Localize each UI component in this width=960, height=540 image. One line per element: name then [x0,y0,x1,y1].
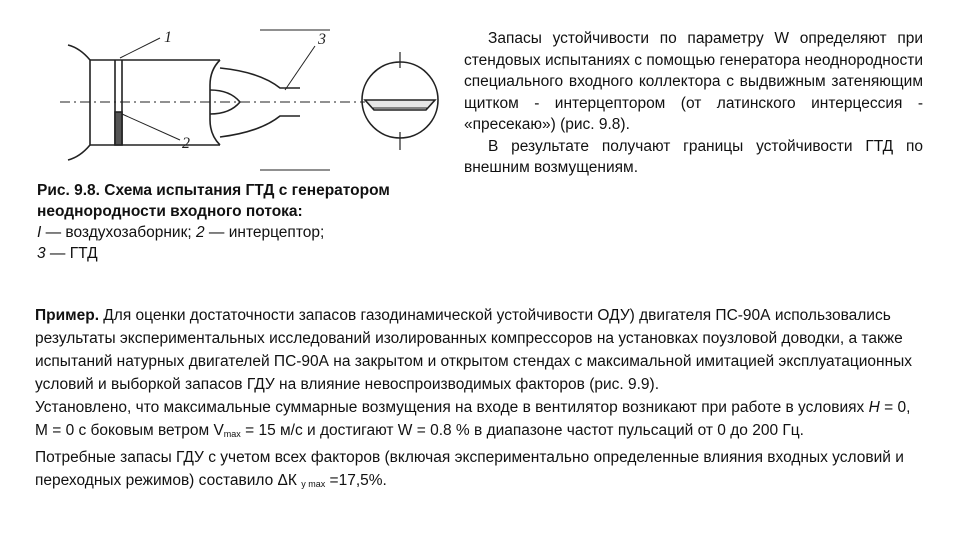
example-p1-text: Для оценки достаточности запасов газодинамической устойчивости ОДУ) двигателя ПС-90А использовались результаты экспериментальных исследований изолированных компрессоров на установках поузловой доводки, а также испытаний натурных двигателей ПС-90А на закрытом и открытом стендах с максимальной имитацией эксплуатационных условий и выборкой запасов ГДУ на влияние невоспроизводимых факторов (рис. 9.9). [35,307,913,393]
example-block [35,304,925,496]
legend-3-text: — ГТД [45,245,98,262]
subscript-max: max [223,429,241,439]
subscript-y-max: у max [301,479,326,489]
example-paragraph-2 [35,396,925,446]
intro-paragraph-2: В результате получают границы устойчивости ГТД по внешним возмущениям. [464,137,923,176]
example-p3-text-b: =17,5%. [325,472,387,489]
legend-2-text: — интерцептор; [204,224,325,241]
figure-label-3: 3 [318,31,326,48]
example-paragraph-3 [35,446,925,496]
example-paragraph-1 [35,304,925,396]
figure-test-scheme [60,10,450,180]
figure-caption [37,180,427,264]
symbol-h: H [868,399,880,416]
interceptor-shield [115,112,122,145]
intro-text-block [464,28,923,179]
example-p2-text-c: = 15 м/с и достигают W = 0.8 % в диапазоне частот пульсаций от 0 до 200 Гц. [240,422,804,439]
example-p2-text-a: Установлено, что максимальные суммарные возмущения на входе в вентилятор возникают при работе в условиях [35,399,869,416]
figure-label-1: 1 [164,29,172,46]
legend-2-number: 2 [195,224,205,241]
legend-1-text: — воздухозаборник; [41,224,196,241]
example-label: Пример. [35,307,99,324]
legend-1-number: I [37,224,42,241]
intro-paragraph-1: Запасы устойчивости по параметру W определяют при стендовых испытаниях с помощью генератора неоднородности специального входного коллектора с выдвижным затеняющим щитком - интерцептором (от латинского интерцессия - «пресекаю») (рис. 9.8). [464,30,923,133]
test-scheme-drawing [60,10,450,180]
example-p2-text-b: = 0, М = 0 с боковым ветром V [35,399,911,439]
engine-lower-contour [220,116,300,137]
figure-caption-title: Рис. 9.8. Схема испытания ГТД с генератором неоднородности входного потока: [37,182,390,220]
legend-3-number: 3 [37,245,46,262]
figure-caption-legend [37,222,427,264]
figure-label-2: 2 [182,135,190,152]
example-p3-text-a: Потребные запасы ГДУ с учетом всех факторов (включая экспериментально определенные влияния входных условий и переходных режимов) составило ΔК [35,449,904,489]
